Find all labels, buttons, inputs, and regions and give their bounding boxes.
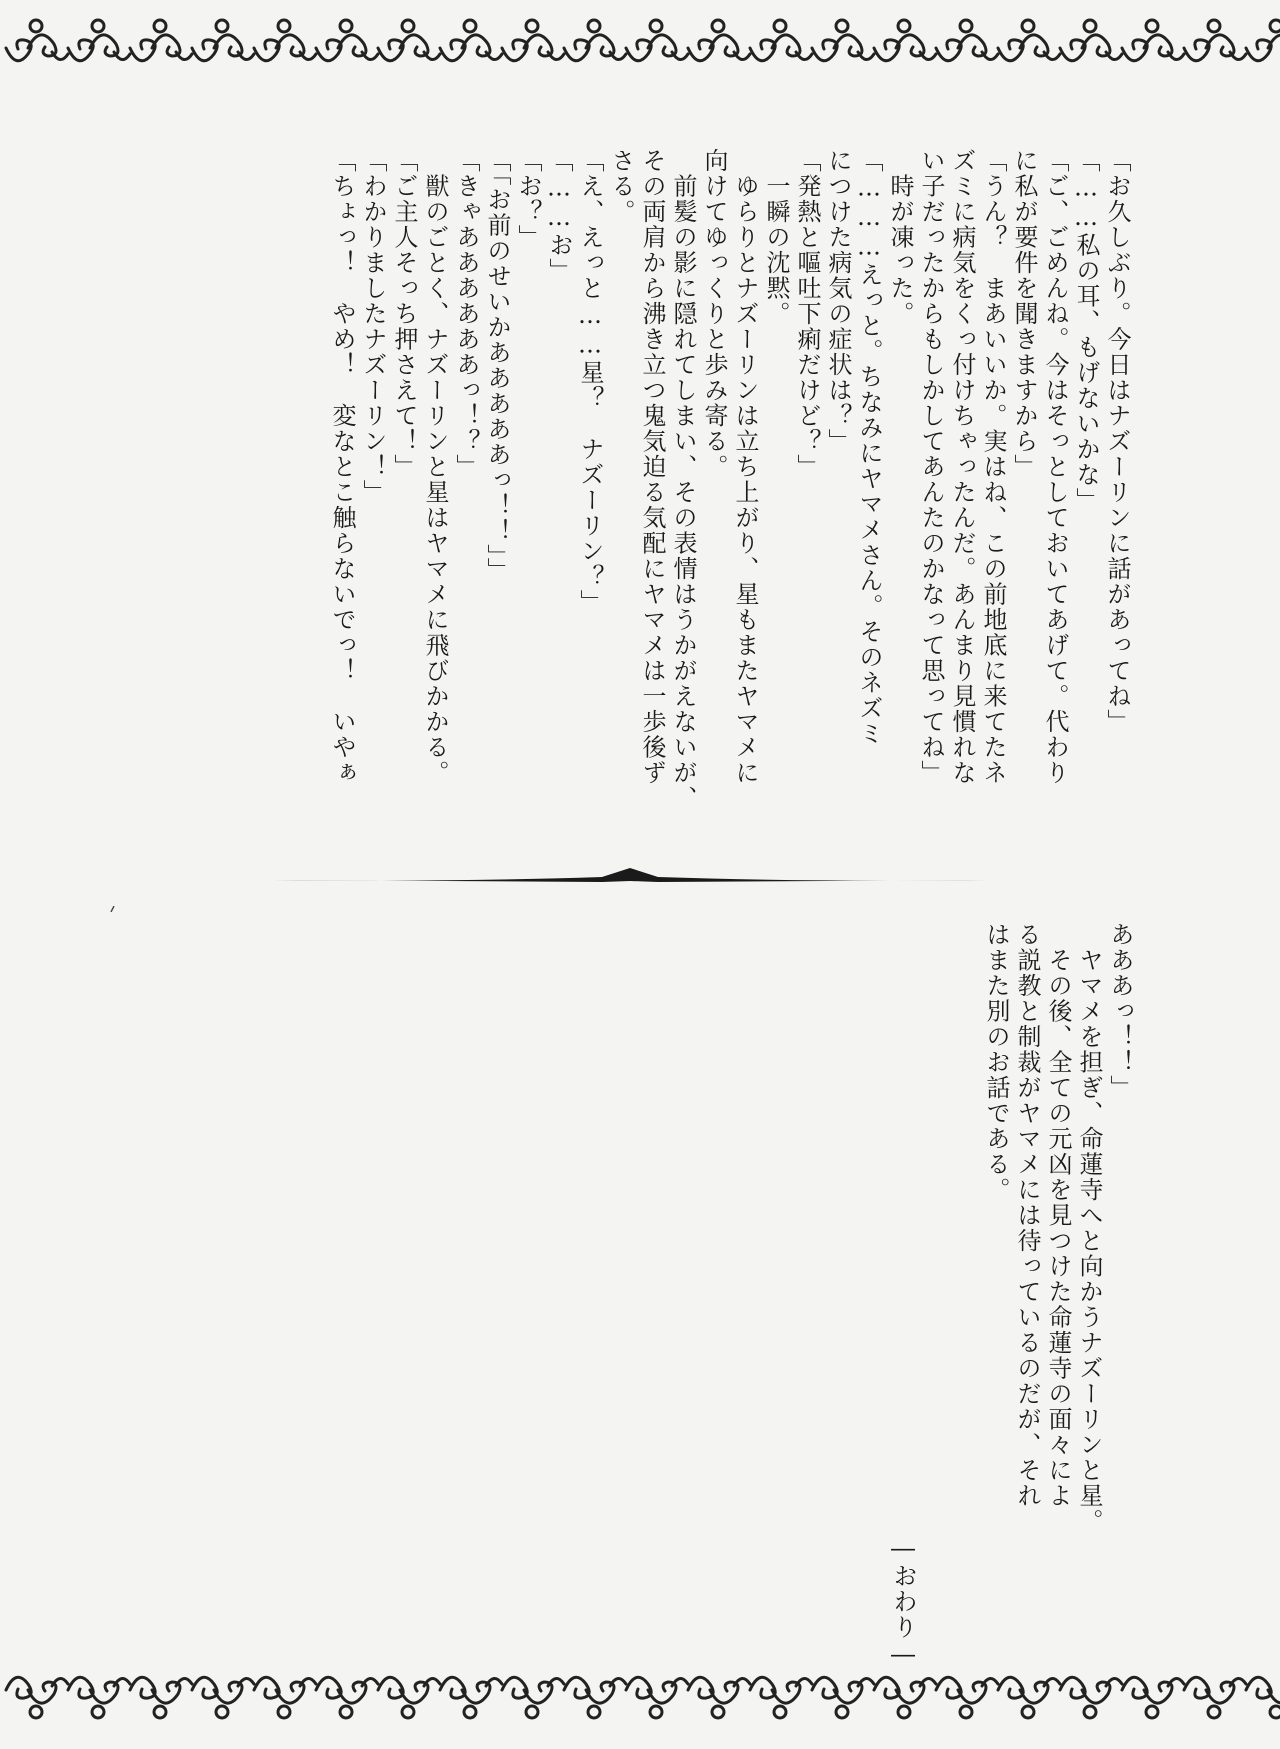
scroll-ornament [92,20,104,32]
scroll-ornament [998,1677,1060,1703]
scroll-ornament [1060,1677,1122,1703]
scroll-ornament [216,1706,228,1718]
scroll-ornament [254,1677,316,1703]
scroll-ornament [378,35,440,61]
scroll-ornament [254,35,316,61]
scroll-ornament [836,20,848,32]
scroll-ornament [6,35,68,61]
text-line: その後、全ての元凶を見つけた命蓮寺の面々によ [1044,922,1072,1509]
scroll-ornament [712,20,724,32]
scroll-ornament [626,35,688,61]
scroll-ornament [650,20,662,32]
text-line [949,922,980,1642]
scroll-ornament [588,20,600,32]
scroll-ornament [588,1706,600,1718]
scroll-ornament [1146,20,1158,32]
scroll-ornament [960,1706,972,1718]
scroll-ornament [378,1677,440,1703]
scroll-ornament [340,20,352,32]
text-line: ゆらりとナズーリンは立ち上がり、星もまたヤマメに [731,148,759,786]
text-line: 「……私の耳、もげないかな」 [1072,148,1100,513]
text-line: ズミに病気をくっ付けちゃったんだ。あんまり見慣れな [948,148,976,786]
text-line: い子だったからもしかしてあんたのかなって思ってね」 [917,148,945,786]
text-line: 「お久しぶり。今日はナズーリンに話があってね」 [1103,148,1131,735]
text-line: ヤマメを担ぎ、命蓮寺へと向かうナズーリンと星。 [1075,922,1103,1534]
scroll-ornament [278,20,290,32]
text-line [918,922,949,1642]
text-block-lower [887,922,1135,1670]
scroll-ornament [402,1706,414,1718]
text-line: 一瞬の沈黙。 [762,148,790,327]
section-divider [272,860,988,890]
text-line: 「え、えっと……星？ ナズーリン？」 [576,148,604,615]
scroll-ornament [68,1677,130,1703]
scroll-ornament [1270,1706,1280,1718]
text-line: 「うん？ まあいいか。実はね、この前地底に来てたネ [979,148,1007,786]
scroll-ornament [30,1706,42,1718]
scroll-ornament [812,1677,874,1703]
scroll-ornament [192,35,254,61]
scroll-ornament [1084,20,1096,32]
text-line: る説教と制裁がヤマメには待っているのだが、それ [1013,922,1041,1509]
scroll-ornament [92,1706,104,1718]
scroll-ornament [68,35,130,61]
scroll-ornament [1184,35,1246,61]
text-line: 「きゃああああああっ！？」 [452,148,480,480]
scroll-ornament [30,20,42,32]
text-line: 「わかりましたナズーリン！」 [359,148,387,505]
scroll-ornament [464,1706,476,1718]
text-line: 向けてゆっくりと歩み寄る。 [700,148,728,480]
scroll-ornament [750,35,812,61]
scroll-ornament [688,35,750,61]
scroll-ornament [712,1706,724,1718]
scroll-ornament [278,1706,290,1718]
scroll-ornament [564,1677,626,1703]
scroll-ornament [960,20,972,32]
scroll-ornament [774,20,786,32]
scroll-ornament [1122,1677,1184,1703]
scroll-ornament [1122,35,1184,61]
scroll-ornament [216,20,228,32]
scroll-ornament [402,20,414,32]
text-line: あああっ！！」 [1106,922,1134,1101]
scroll-ornament [502,1677,564,1703]
scroll-ornament [874,35,936,61]
text-line: 「ご、ごめんね。今はそっとしておいてあげて。代わり [1041,148,1069,786]
text-line: 「ちょっ！ やめ！ 変なとこ触らないでっ！ いやぁ [328,148,356,786]
stray-mark [110,906,116,912]
text-line: 「……お」 [545,148,573,284]
scroll-ornament [750,1677,812,1703]
scroll-ornament [836,1706,848,1718]
bottom-scroll-border [0,1650,1280,1730]
scroll-ornament [130,35,192,61]
scroll-ornament [1084,1706,1096,1718]
scroll-ornament [1060,35,1122,61]
scroll-ornament [998,35,1060,61]
scroll-ornament [464,20,476,32]
scroll-ornament [340,1706,352,1718]
scroll-ornament [316,35,378,61]
text-line: 「お？」 [514,148,542,250]
scroll-ornament [1146,1706,1158,1718]
scroll-ornament [812,35,874,61]
scroll-ornament [154,1706,166,1718]
scroll-ornament [898,20,910,32]
text-line: 「………えっと。ちなみにヤマメさん。そのネズミ [855,148,883,747]
scroll-ornament [192,1677,254,1703]
text-block-upper [326,148,1132,868]
scroll-ornament [440,35,502,61]
scroll-ornament [1208,1706,1220,1718]
scroll-ornament [1246,35,1280,61]
scroll-ornament [650,1706,662,1718]
scroll-ornament [1022,20,1034,32]
scroll-ornament [898,1706,910,1718]
scroll-ornament [1184,1677,1246,1703]
scroll-ornament [502,35,564,61]
text-line: 「「お前のせいかあああああっ！！」」 [483,148,511,583]
scroll-ornament [564,35,626,61]
scroll-ornament [316,1677,378,1703]
text-line: につけた病気の症状は？」 [824,148,852,454]
text-line: その両肩から沸き立つ鬼気迫る気配にヤマメは一歩後ず [638,148,666,786]
text-line: に私が要件を聞きますから」 [1010,148,1038,480]
text-line: さる。 [607,148,635,225]
top-scroll-border [0,8,1280,88]
scroll-ornament [130,1677,192,1703]
scroll-ornament [936,1677,998,1703]
text-line: 前髪の影に隠れてしまい、その表情はうかがえないが、 [669,148,697,811]
scroll-ornament [1246,1677,1280,1703]
scroll-ornament [774,1706,786,1718]
scroll-ornament [1022,1706,1034,1718]
text-line: 獣のごとく、ナズーリンと星はヤマメに飛びかかる。 [421,148,449,786]
scroll-ornament [688,1677,750,1703]
scroll-ornament [936,35,998,61]
scroll-ornament [6,1677,68,1703]
scroll-ornament [526,20,538,32]
text-line: はまた別のお話である。 [982,922,1010,1203]
text-line: 「ご主人そっち押さえて！」 [390,148,418,480]
scroll-ornament [1208,20,1220,32]
scroll-ornament [626,1677,688,1703]
scroll-ornament [154,20,166,32]
scroll-ornament [874,1677,936,1703]
scroll-ornament [1270,20,1280,32]
text-line: 「発熱と嘔吐下痢だけど？」 [793,148,821,480]
text-line: 時が凍った。 [886,148,914,327]
scroll-ornament [526,1706,538,1718]
scroll-ornament [440,1677,502,1703]
text-line: ―おわり― [889,922,917,1670]
